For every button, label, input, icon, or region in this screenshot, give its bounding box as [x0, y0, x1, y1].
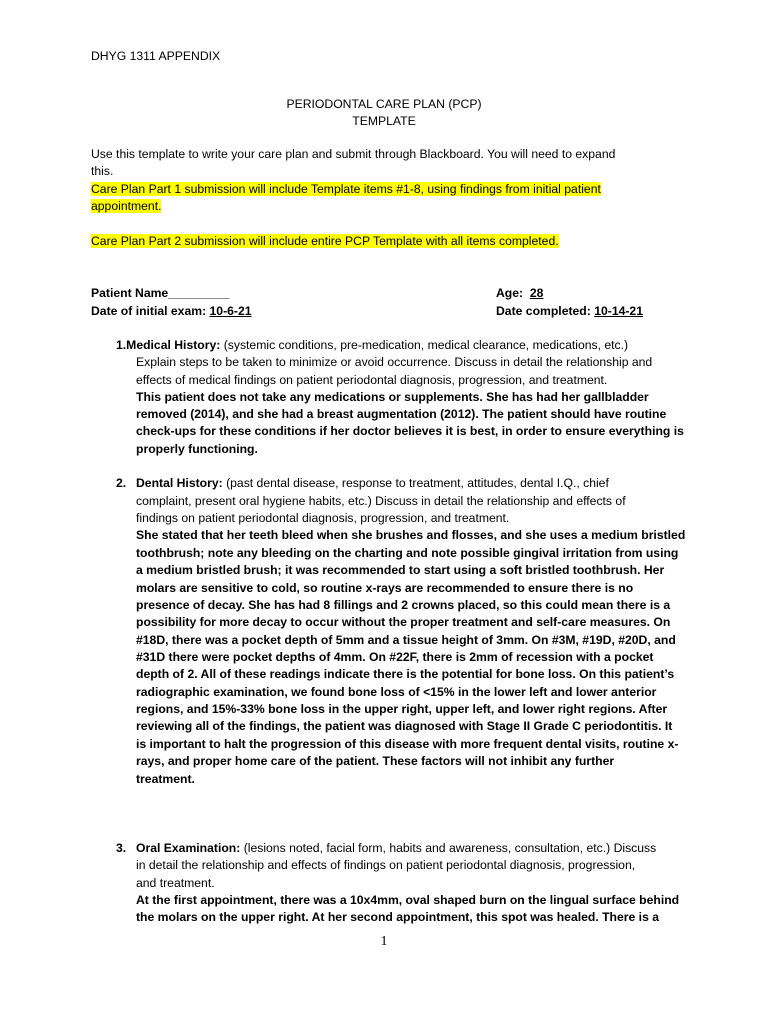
section-2-answer: depth of 2. All of these readings indicate there is the potential for bone loss. On this patient’s [136, 667, 675, 681]
part1-note: Care Plan Part 1 submission will include Template items #1-8, using findings from initial patient [91, 182, 601, 196]
section-2-answer: reviewing all of the findings, the patient was diagnosed with Stage II Grade C periodontitis. It [136, 719, 673, 733]
initial-exam-date: Date of initial exam: 10-6-21 [91, 304, 252, 318]
patient-name: Patient Name_________ [91, 286, 230, 300]
section-2-answer: toothbrush; note any bleeding on the charting and note possible gingival irritation from using [136, 546, 679, 560]
course-header: DHYG 1311 APPENDIX [91, 49, 221, 63]
section-2-answer: molars are sensitive to cold, so routine x-rays are recommended to ensure there is no [136, 581, 634, 595]
completed-date: Date completed: 10-14-21 [496, 304, 643, 318]
section-1-answer: This patient does not take any medications or supplements. She has had her gallbladder [136, 390, 649, 404]
section-2-answer: regions, and 15%-33% bone loss in the upper right, upper left, and lower right regions. After [136, 702, 668, 716]
document-subtitle: TEMPLATE [352, 114, 416, 128]
section-2-prompt: complaint, present oral hygiene habits, etc.) Discuss in detail the relationship and effects of [136, 494, 626, 508]
section-1-prompt: Explain steps to be taken to minimize or avoid occurrence. Discuss in detail the relationship and [136, 355, 653, 369]
page-number: 1 [380, 934, 388, 949]
intro-text: this. [91, 164, 114, 178]
section-2-answer: possibility for more decay to occur without the proper treatment and self-care measures. On [136, 615, 671, 629]
section-2-answer: rays, and proper home care of the patient. These factors will not inhibit any further [136, 754, 615, 768]
section-2-heading: Dental History: (past dental disease, response to treatment, attitudes, dental I.Q., chief [136, 476, 609, 490]
section-3-prompt: and treatment. [136, 876, 215, 890]
part1-note: appointment. [91, 199, 162, 213]
section-2-answer: treatment. [136, 772, 195, 786]
patient-age: Age: 28 [496, 286, 544, 300]
section-2-answer: #31D there were pocket depths of 4mm. On #22F, there is 2mm of recession with a pocket [136, 650, 654, 664]
section-1-heading: 1.Medical History: (systemic conditions, pre-medication, medical clearance, medications, etc.) [116, 338, 629, 352]
intro-text: Use this template to write your care plan and submit through Blackboard. You will need to expand [91, 147, 616, 161]
section-2-answer: radiographic examination, we found bone loss of <15% in the lower left and lower anterior [136, 685, 657, 699]
section-2-number: 2. [116, 476, 127, 490]
section-3-answer: the molars on the upper right. At her second appointment, this spot was healed. There is a [136, 910, 660, 924]
section-2-prompt: findings on patient periodontal diagnosis, progression, and treatment. [136, 511, 510, 525]
section-2-answer: She stated that her teeth bleed when she brushes and flosses, and she uses a medium bristled [136, 528, 686, 542]
part2-note: Care Plan Part 2 submission will include entire PCP Template with all items completed. [91, 234, 559, 248]
section-2-answer: presence of decay. She has had 8 fillings and 2 crowns placed, so this could mean there is a [136, 598, 671, 612]
section-3-prompt: in detail the relationship and effects of findings on patient periodontal diagnosis, progression, [136, 858, 636, 872]
section-3-number: 3. [116, 841, 127, 855]
section-1-answer: check-ups for these conditions if her doctor believes it is best, in order to ensure everything is [136, 424, 684, 438]
section-1-answer: removed (2014), and she had a breast augmentation (2012). The patient should have routine [136, 407, 667, 421]
section-3-answer: At the first appointment, there was a 10x4mm, oval shaped burn on the lingual surface behind [136, 893, 680, 907]
section-2-answer: a medium bristled brush; it was recommended to start using a soft bristled toothbrush. Her [136, 563, 665, 577]
section-1-prompt: effects of medical findings on patient periodontal diagnosis, progression, and treatment. [136, 373, 608, 387]
document-title: PERIODONTAL CARE PLAN (PCP) [286, 97, 482, 111]
section-2-answer: is important to halt the progression of this disease with more frequent dental visits, routine x- [136, 737, 679, 751]
section-3-heading: Oral Examination: (lesions noted, facial form, habits and awareness, consultation, etc.) Discuss [136, 841, 657, 855]
section-2-answer: #18D, there was a pocket depth of 5mm and a tissue height of 3mm. On #3M, #19D, #20D, and [136, 633, 676, 647]
section-1-answer: properly functioning. [136, 442, 258, 456]
